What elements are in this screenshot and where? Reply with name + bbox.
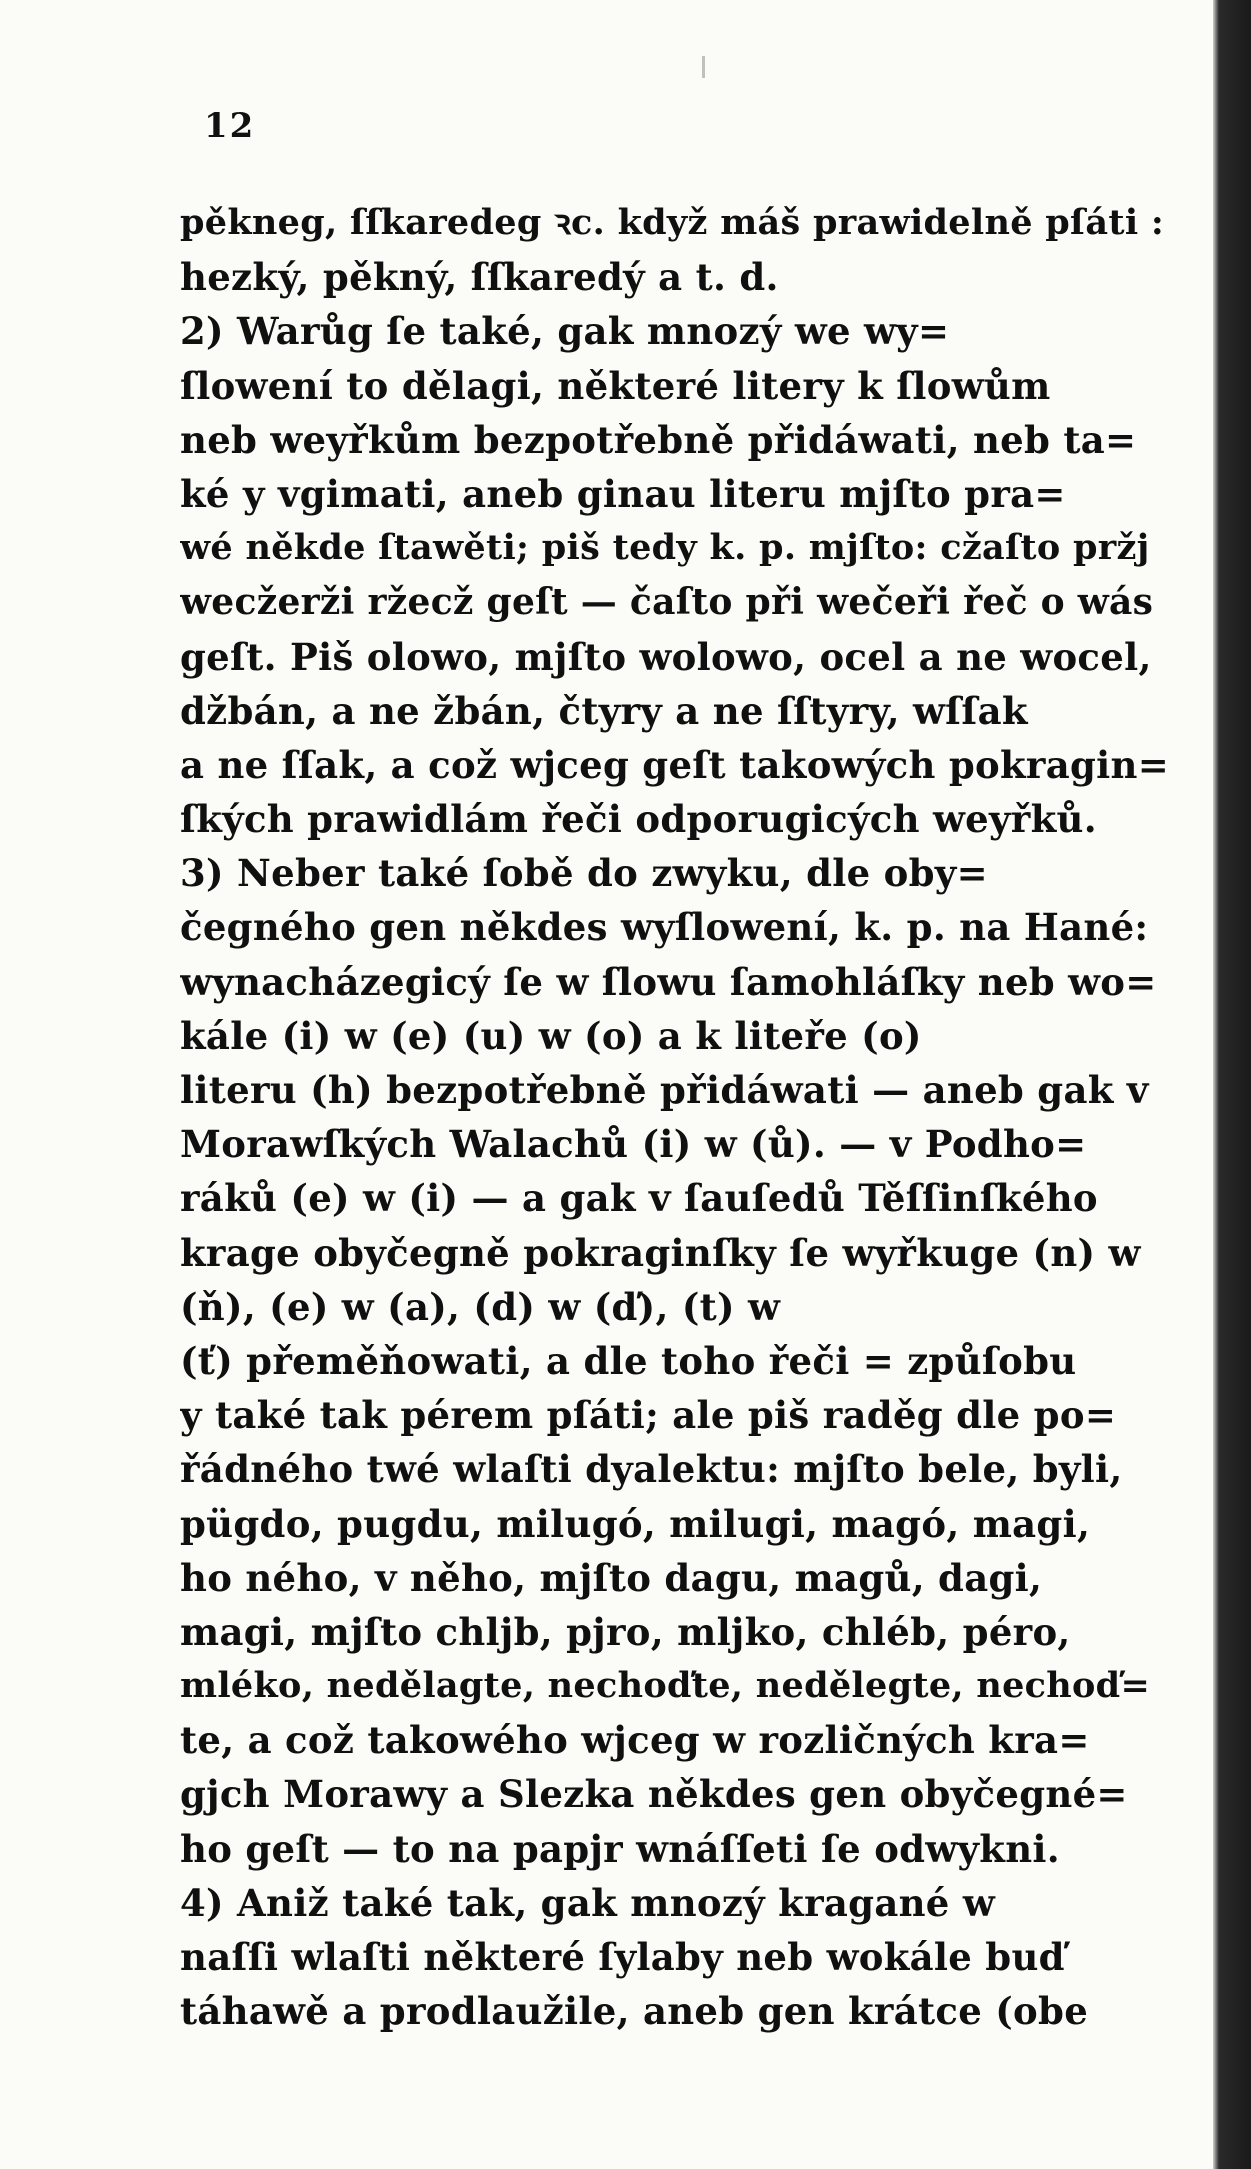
text-line: táhawě a prodlaužile, aneb gen krátce (obe: [180, 1989, 1089, 2034]
text-line: pügdo, pugdu, milugó, milugi, magó, magi,: [180, 1501, 1091, 1546]
text-line: krage obyčegně pokraginſky ſe wyřkuge (n) w: [180, 1230, 1141, 1275]
text-line: ſlowení to dělagi, některé litery k ſlowům: [180, 363, 1051, 408]
text-line: kále (i) w (e) (u) w (o) a k liteře (o): [180, 1013, 922, 1058]
text-line: Morawſkých Walachů (i) w (ů). — v Podho=: [180, 1122, 1087, 1167]
text-line: 3) Neber také ſobě do zwyku, dle oby=: [180, 851, 988, 896]
text-line: (ť) přeměňowati, a dle toho řeči = způſobu: [180, 1338, 1077, 1383]
text-line: geſt. Piš olowo, mjſto wolowo, ocel a ne wocel,: [180, 634, 1152, 679]
text-line: neb weyřkům bezpotřebně přidáwati, neb ta=: [180, 417, 1137, 462]
text-line: 4) Aniž také tak, gak mnozý kragané w: [180, 1880, 995, 1925]
text-line: ráků (e) w (i) — a gak v ſauſedů Těſſinſkého: [180, 1176, 1098, 1221]
text-line: wynacházegicý ſe w ſlowu ſamohláſky neb wo=: [180, 959, 1157, 1004]
page-edge-shadow: [1213, 0, 1251, 2169]
text-line: wé někde ſtawěti; piš tedy k. p. mjſto: cžaſto pržj: [180, 527, 1150, 569]
text-line: magi, mjſto chljb, pjro, mljko, chléb, péro,: [180, 1609, 1071, 1654]
text-line: hezký, pěkný, ſſkaredý a t. d.: [180, 255, 779, 300]
text-line: gjch Morawy a Slezka někdes gen obyčegné=: [180, 1772, 1128, 1817]
text-line: ké y vgimati, aneb ginau literu mjſto pra=: [180, 471, 1066, 516]
text-line: džbán, a ne žbán, čtyry a ne ſſtyry, wſſak: [180, 688, 1028, 733]
text-line: te, a což takowého wjceg w rozličných kra=: [180, 1718, 1090, 1763]
text-line: ho ného, v něho, mjſto dagu, magů, dagi,: [180, 1555, 1043, 1600]
text-line: čegného gen někdes wyſlowení, k. p. na Hané:: [180, 905, 1149, 950]
text-line: 2) Warůg ſe také, gak mnozý we wy=: [180, 309, 950, 354]
page-text: [180, 196, 1170, 2038]
text-line: mléko, nedělagte, nechoďte, nedělegte, nechoď=: [180, 1665, 1151, 1707]
text-line: ſkých prawidlám řeči odporugicých weyřků.: [180, 797, 1097, 842]
text-line: pěkneg, ſſkaredeg ꝛc. když máš prawidelně pſáti :: [180, 202, 1165, 243]
text-line: a ne ſſak, a což wjceg geſt takowých pokragin=: [180, 742, 1170, 787]
text-line: řádného twé wlaſti dyalektu: mjſto bele, byli,: [180, 1447, 1123, 1492]
page-number: 12: [204, 106, 256, 146]
ink-mark: [702, 56, 705, 78]
text-line: literu (h) bezpotřebně přidáwati — aneb gak v: [180, 1068, 1149, 1112]
text-line: ho geſt — to na papjr wnáſſeti ſe odwykni.: [180, 1826, 1060, 1871]
text-line: naſſi wlaſti některé ſylaby neb wokále buď: [180, 1935, 1065, 1979]
text-line: wecžerži ržecž geſt — čaſto při wečeři řeč o wás: [180, 581, 1154, 624]
text-line: (ň), (e) w (a), (d) w (ď), (t) w: [180, 1284, 781, 1329]
text-line: y také tak pérem pſáti; ale piš raděg dle po=: [180, 1393, 1117, 1438]
